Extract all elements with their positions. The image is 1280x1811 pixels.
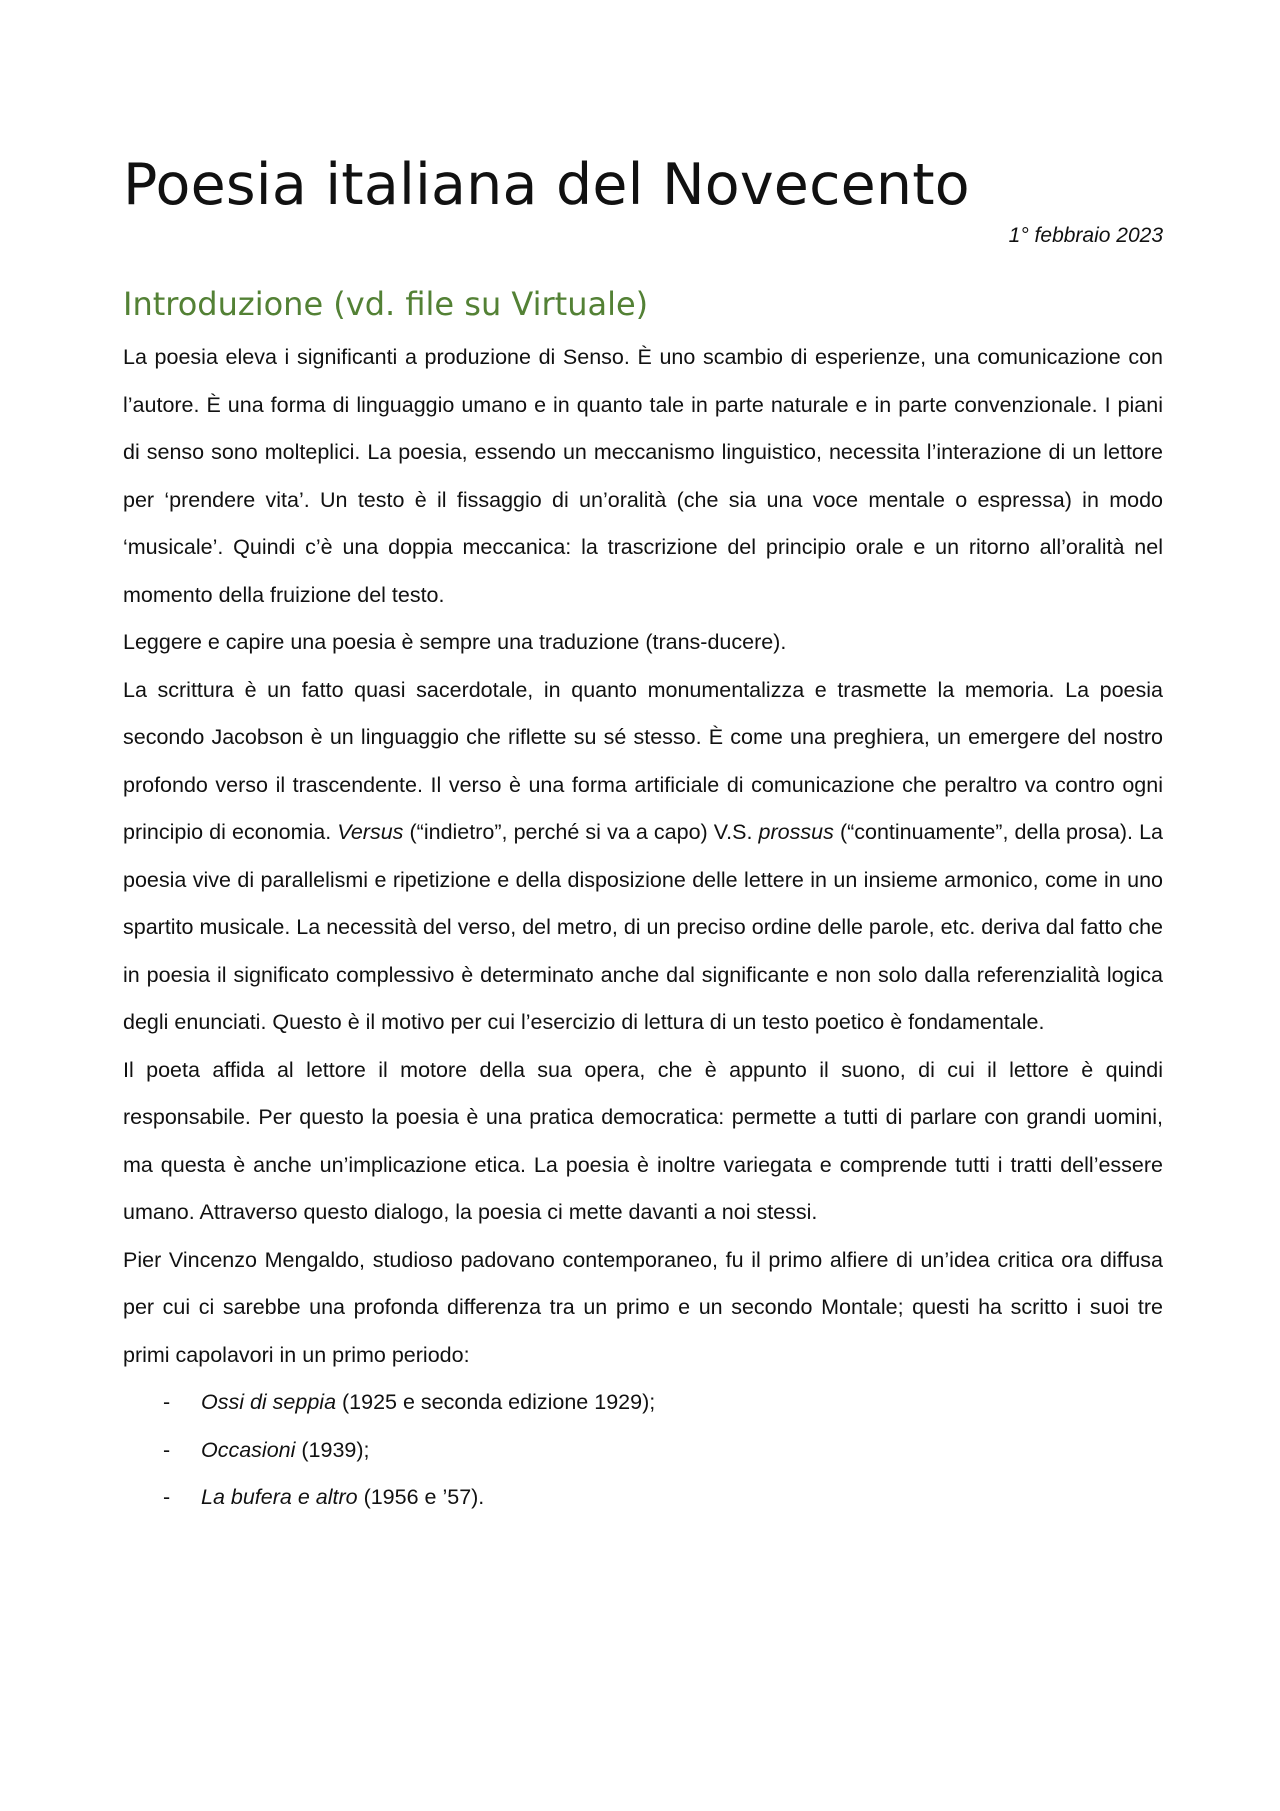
list-item <box>123 1474 1163 1522</box>
document-title: Poesia italiana del Novecento <box>123 152 970 218</box>
paragraph-intro: La poesia eleva i significanti a produzione di Senso. È uno scambio di esperienze, una comunicazione con l’autore. È una forma di linguaggio umano e in quanto tale in parte naturale e in parte convenzionale. I piani di senso sono molteplici. La poesia, essendo un meccanismo linguistico, necessita l’interazione di un lettore per ‘prendere vita’. Un testo è il fissaggio di un’oralità (che sia una voce mentale o espressa) in modo ‘musicale’. Quindi c’è una doppia meccanica: la trascrizione del principio orale e un ritorno all’oralità nel momento della fruizione del testo. <box>123 345 1163 607</box>
italic-versus: Versus <box>337 820 404 844</box>
document-date: 1° febbraio 2023 <box>1008 224 1163 247</box>
list-bullet: - <box>163 1390 171 1414</box>
list-bullet: - <box>163 1437 171 1462</box>
paragraph-mengaldo: Pier Vincenzo Mengaldo, studioso padovano contemporaneo, fu il primo alfiere di un’idea critica ora diffusa per cui ci sarebbe una profonda differenza tra un primo e un secondo Montale; questi ha scritto i suoi tre primi capolavori in un primo periodo: <box>123 1247 1163 1367</box>
paragraph-poeta: Il poeta affida al lettore il motore della sua opera, che è appunto il suono, di cui il lettore è quindi responsabile. Per questo la poesia è una pratica democratica: permette a tutti di parlare con grandi uomini, ma questa è anche un’implicazione etica. La poesia è inoltre variegata e comprende tutti i tratti dell’essere umano. Attraverso questo dialogo, la poesia ci mette davanti a noi stessi. <box>123 1057 1163 1224</box>
work-details: (1925 e seconda edizione 1929); <box>336 1390 656 1414</box>
list-item <box>123 1427 1163 1475</box>
work-title: Occasioni <box>201 1437 296 1462</box>
work-title: Ossi di seppia <box>201 1390 337 1414</box>
paragraph-scrittura-text-3: (“continuamente”, della prosa). La poesia vive di parallelismi e ripetizione e della disposizione delle lettere in un insieme armonico, come in uno spartito musicale. La necessità del verso, del metro, di un preciso ordine delle parole, etc. deriva dal fatto che in poesia il significato complessivo è determinato anche dal significante e non solo dalla referenzialità logica degli enunciati. Questo è il motivo per cui l’esercizio di lettura di un testo poetico è fondamentale. <box>123 820 1163 1034</box>
document-page <box>123 150 1163 1522</box>
work-details: (1939); <box>295 1437 370 1462</box>
paragraph-traduzione: Leggere e capire una poesia è sempre una traduzione (trans-ducere). <box>123 630 787 654</box>
list-bullet: - <box>163 1485 171 1509</box>
paragraph-scrittura <box>123 667 1163 1047</box>
work-details: (1956 e ’57). <box>357 1485 485 1509</box>
works-list <box>123 1379 1163 1522</box>
work-title: La bufera e altro <box>201 1485 358 1509</box>
italic-prossus: prossus <box>758 820 834 844</box>
section-heading: Introduzione (vd. file su Virtuale) <box>123 285 649 323</box>
paragraph-scrittura-text-1: La scrittura è un fatto quasi sacerdotale, in quanto monumentalizza e trasmette la memoria. La poesia secondo Jacobson è un linguaggio che riflette su sé stesso. È come una preghiera, un emergere del nostro profondo verso il trascendente. Il verso è una forma artificiale di comunicazione che peraltro va contro ogni principio di economia. <box>123 677 1163 844</box>
list-item <box>123 1379 1163 1427</box>
paragraph-scrittura-text-2: (“indietro”, perché si va a capo) V.S. <box>403 820 759 844</box>
